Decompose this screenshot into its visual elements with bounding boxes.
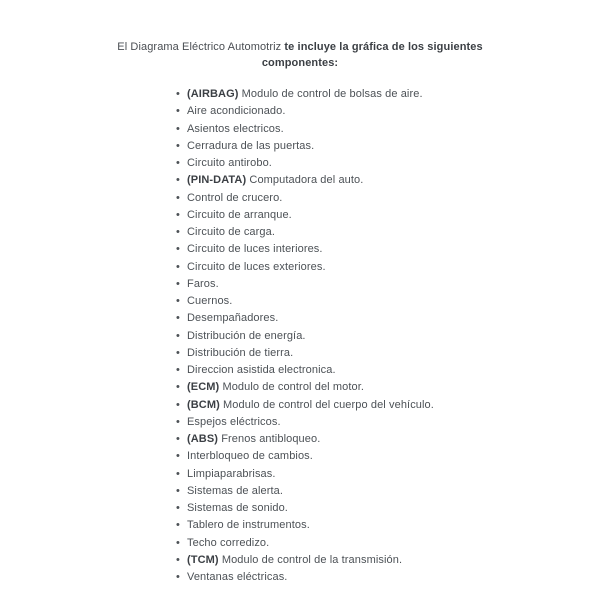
- list-item-text: Ventanas eléctricas.: [187, 571, 288, 583]
- title-bold-text: te incluye la gráfica de los siguientes: [284, 41, 483, 53]
- list-item: [176, 138, 600, 155]
- list-item-text: Limpiaparabrisas.: [187, 467, 276, 480]
- list-item-text: Modulo de control del cuerpo del vehículo.: [223, 398, 434, 411]
- list-item-prefix: (TCM): [187, 553, 219, 566]
- list-item-text: Distribución de tierra.: [187, 346, 294, 359]
- list-item-text: Circuito de luces exteriores.: [187, 260, 326, 273]
- list-item-text: Aire acondicionado.: [187, 105, 286, 118]
- list-item-text: Cerradura de las puertas.: [187, 139, 315, 152]
- list-item: [176, 310, 600, 327]
- list-item-text: Distribución de energía.: [187, 329, 306, 342]
- list-item-text: Circuito de arranque.: [187, 208, 292, 221]
- list-item: [176, 207, 600, 224]
- list-item: [176, 431, 600, 448]
- list-item-text: Desempañadores.: [187, 312, 279, 325]
- list-item: [176, 362, 600, 379]
- list-item: [176, 500, 600, 517]
- list-item: [176, 224, 600, 241]
- list-item-text: Asientos electricos.: [187, 122, 284, 135]
- list-item-text: Modulo de control de la transmisión.: [221, 553, 403, 566]
- list-item-text: Modulo de control de bolsas de aire.: [241, 88, 423, 100]
- list-item: [176, 259, 600, 276]
- list-item: [176, 190, 600, 207]
- list-item-text: Control de crucero.: [187, 191, 283, 204]
- list-item: [176, 328, 600, 345]
- list-item: [176, 276, 600, 293]
- list-item-prefix: (ABS): [187, 433, 219, 445]
- list-item-text: Interbloqueo de cambios.: [187, 450, 313, 463]
- list-item-text: Sistemas de sonido.: [187, 502, 288, 514]
- list-item-text: Espejos eléctricos.: [187, 415, 281, 428]
- list-item-text: Frenos antibloqueo.: [221, 433, 321, 445]
- list-item: [176, 155, 600, 172]
- list-item: [176, 241, 600, 258]
- list-item-text: Circuito antirobo.: [187, 157, 272, 169]
- list-item-prefix: (ECM): [187, 381, 220, 394]
- list-item: [176, 483, 600, 500]
- list-item-text: Circuito de carga.: [187, 226, 276, 238]
- page-title: [90, 39, 510, 71]
- list-item-text: Direccion asistida electronica.: [187, 364, 336, 376]
- list-item: [176, 86, 600, 103]
- list-item: [176, 466, 600, 483]
- list-item-text: Computadora del auto.: [249, 174, 364, 187]
- list-item-text: Circuito de luces interiores.: [187, 243, 323, 256]
- list-item-text: Tablero de instrumentos.: [187, 519, 310, 532]
- list-item: [176, 569, 600, 586]
- list-item-prefix: (AIRBAG): [187, 88, 239, 100]
- list-item-prefix: (PIN-DATA): [187, 174, 247, 187]
- list-item: [176, 103, 600, 120]
- list-item: [176, 345, 600, 362]
- list-item-text: Faros.: [187, 277, 219, 290]
- list-item: [176, 552, 600, 569]
- title-bold-text-line2: componentes:: [261, 57, 339, 69]
- list-item-text: Sistemas de alerta.: [187, 484, 284, 497]
- list-item-text: Cuernos.: [187, 295, 233, 307]
- list-item: [176, 293, 600, 310]
- list-item: [176, 379, 600, 396]
- list-item: [176, 121, 600, 138]
- list-item: [176, 397, 600, 414]
- list-item-text: Techo corredizo.: [187, 536, 270, 549]
- title-regular-text: El Diagrama Eléctrico Automotriz: [117, 41, 282, 53]
- list-item: [176, 414, 600, 431]
- list-item: [176, 535, 600, 552]
- list-item: [176, 172, 600, 189]
- component-list: [176, 86, 600, 586]
- list-item: [176, 448, 600, 465]
- list-item: [176, 517, 600, 534]
- list-item-prefix: (BCM): [187, 398, 220, 411]
- list-item-text: Modulo de control del motor.: [222, 381, 365, 394]
